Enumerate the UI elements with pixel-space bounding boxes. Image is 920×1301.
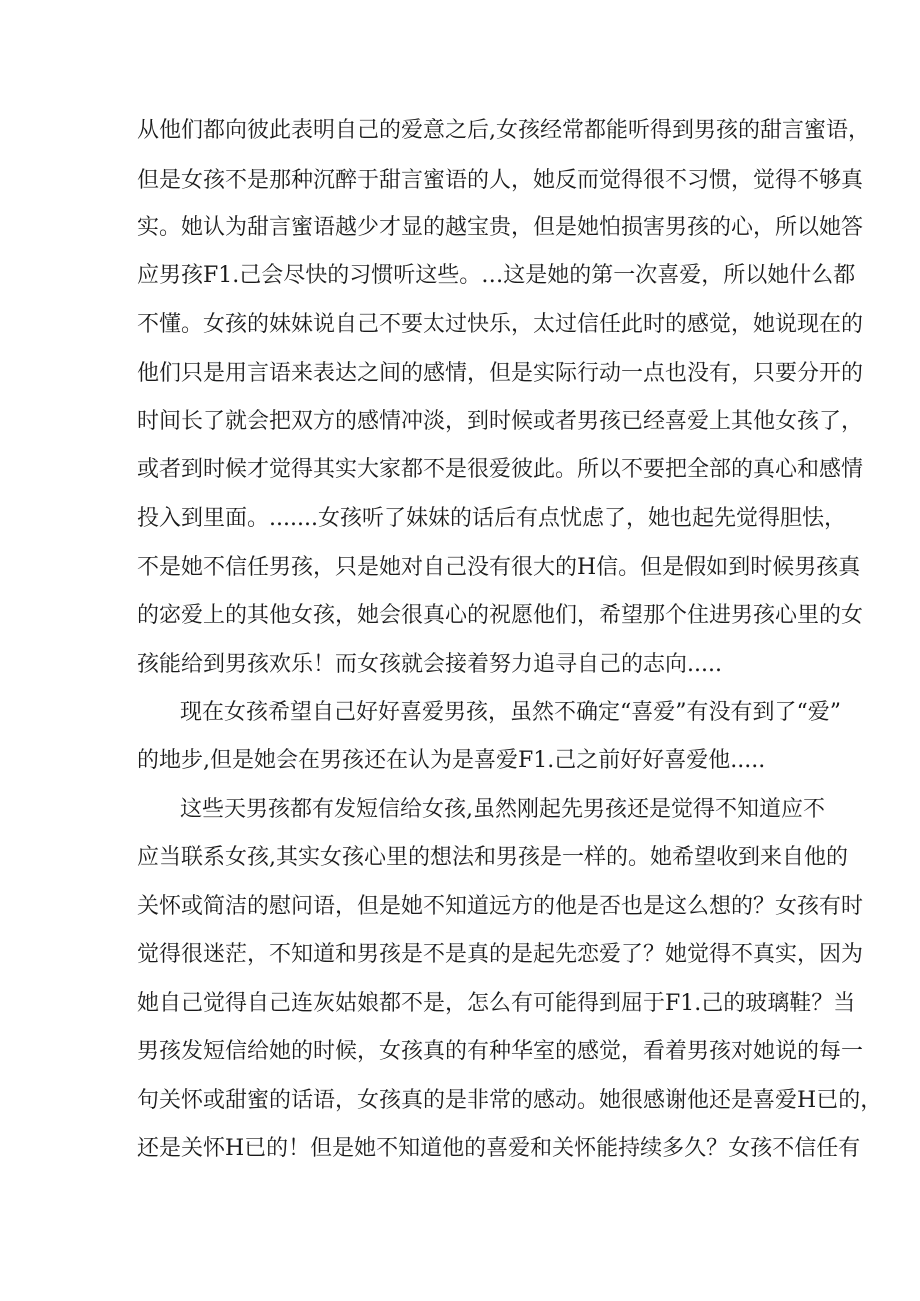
- text-line: 不懂。女孩的妹妹说自己不要太过快乐，太过信任此时的感觉，她说现在的: [137, 312, 864, 337]
- text-line: 应当联系女孩,其实女孩心里的想法和男孩是一样的。她希望收到来自他的: [137, 845, 848, 870]
- text-line: 或者到时候才觉得其实大家都不是很爱彼此。所以不要把全部的真心和感情: [137, 457, 864, 482]
- text-line: 还是关怀H已的！但是她不知道他的喜爱和关怀能持续多久？女孩不信任有: [137, 1136, 861, 1161]
- text-line: 这些天男孩都有发短信给女孩,虽然刚起先男孩还是觉得不知道应不: [180, 797, 825, 822]
- text-line: 应男孩F1.己会尽快的习惯听这些。…这是她的第一次喜爱，所以她什么都: [137, 263, 856, 288]
- text-line: 觉得很迷茫，不知道和男孩是不是真的是起先恋爱了？她觉得不真实，因为: [137, 942, 864, 967]
- text-line: 她自己觉得自己连灰姑娘都不是，怎么有可能得到屈于F1.己的玻璃鞋？当: [137, 991, 856, 1016]
- text-line: 投入到里面。.......女孩听了妹妹的话后有点忧虑了，她也起先觉得胆怯，: [137, 506, 846, 531]
- text-line: 的地步,但是她会在男孩还在认为是喜爱F1.己之前好好喜爱他.....: [137, 748, 766, 773]
- text-line: 时间长了就会把双方的感情冲淡，到时候或者男孩已经喜爱上其他女孩了，: [137, 409, 864, 434]
- text-line: 句关怀或甜蜜的话语，女孩真的是非常的感动。她很感谢他还是喜爱H已的，: [137, 1088, 883, 1113]
- text-line: 关怀或简洁的慰问语，但是她不知道远方的他是否也是这么想的？女孩有时: [137, 894, 864, 919]
- text-line: 现在女孩希望自己好好喜爱男孩，虽然不确定“喜爱”有没有到了“爱”: [180, 700, 841, 725]
- text-line: 不是她不信任男孩，只是她对自己没有很大的H信。但是假如到时候男孩真: [137, 555, 861, 580]
- text-line: 的宓爱上的其他女孩，她会很真心的祝愿他们，希望那个住进男孩心里的女: [137, 603, 864, 628]
- text-line: 从他们都向彼此表明自己的爱意之后,女孩经常都能听得到男孩的甜言蜜语，: [137, 118, 870, 143]
- text-line: 但是女孩不是那种沉醉于甜言蜜语的人，她反而觉得很不习惯，觉得不够真: [137, 168, 864, 193]
- text-line: 实。她认为甜言蜜语越少才显的越宝贵，但是她怕损害男孩的心，所以她答: [137, 215, 864, 240]
- text-line: 他们只是用言语来表达之间的感情，但是实际行动一点也没有，只要分开的: [137, 361, 864, 386]
- text-line: 孩能给到男孩欢乐！而女孩就会接着努力追寻自己的志向.....: [137, 652, 722, 677]
- text-line: 男孩发短信给她的时候，女孩真的有种华室的感觉，看着男孩对她说的每一: [137, 1039, 864, 1064]
